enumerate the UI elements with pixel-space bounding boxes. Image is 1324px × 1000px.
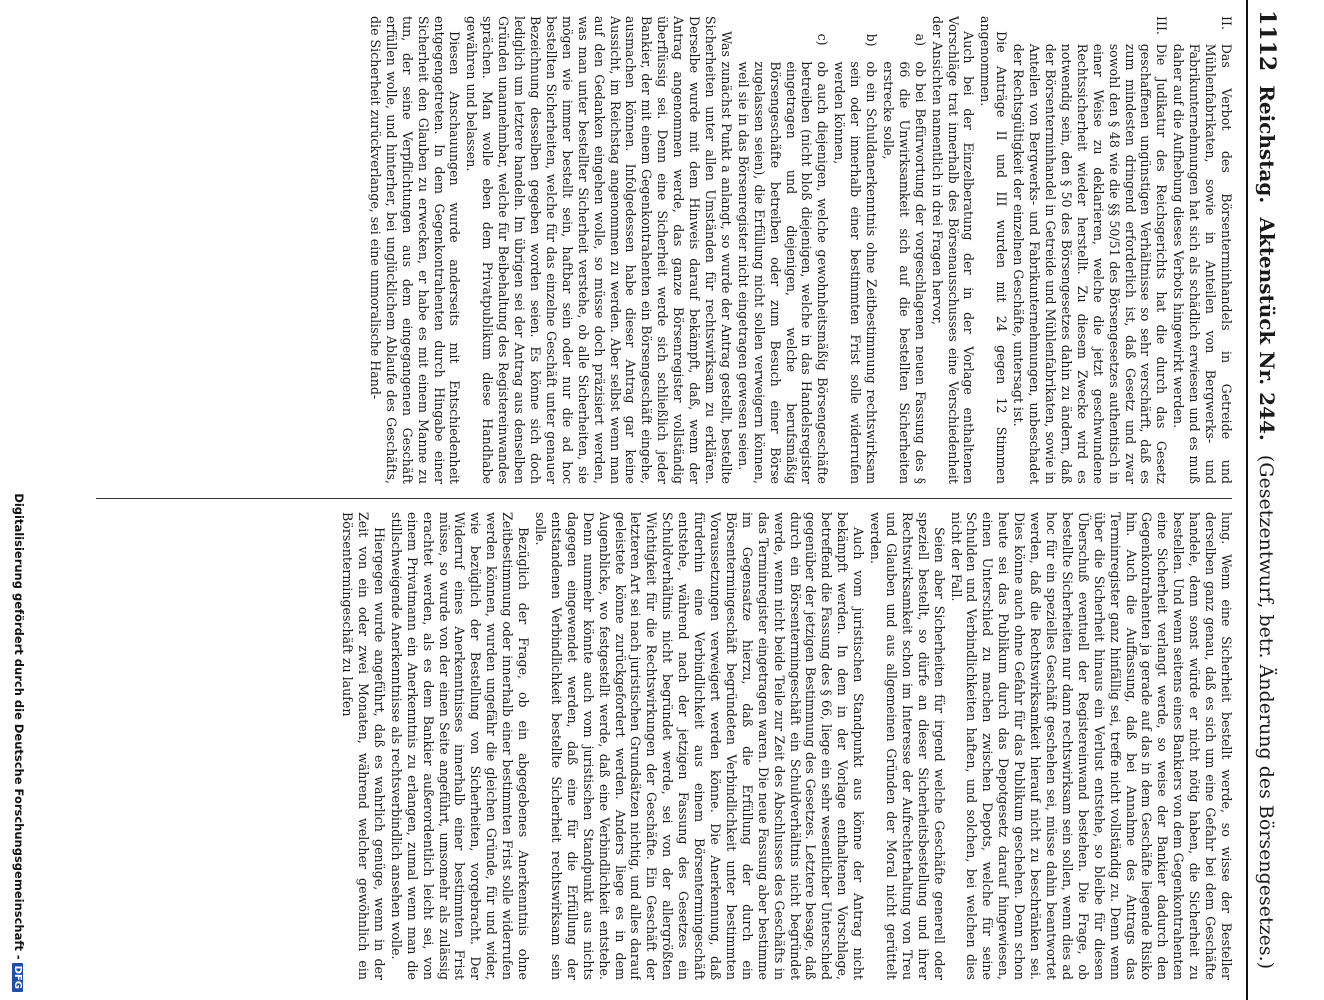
paragraph-text: Auch bei der Einzelberatung der in der Vorlage enthaltenen Vorschläge trat innerhalb des Börsenausschusses eine Verschiedenheit der Ansichten namentlich in drei Fragen hervor, <box>929 16 977 484</box>
running-header <box>1246 0 1280 1000</box>
text-column-left <box>94 16 1234 484</box>
header-doc-number: Aktenstück Nr. 244. <box>1255 217 1279 441</box>
paragraph <box>948 512 1234 980</box>
paragraph <box>929 16 977 484</box>
column-divider <box>96 498 1232 499</box>
paragraph <box>339 512 387 980</box>
paragraph-text: Seien aber Sicherheiten für irgend welche Geschäfte generell oder speziell bestellt, so dürfe an dieser Sicherheitsbestellung und ihrer Rechtswirksamkeit schon im Interesse der Aufrechterhaltung von Treu und Glauben und aus allgemeinen Gründen der Moral nicht gerüttelt werden. <box>868 512 947 980</box>
paragraph-text: Das Verbot des Börsenterminhandels in Getreide und Mühlenfabrikaten, sowie in Anteilen von Bergwerks- und Fabrikunternehmungen hat sich als schädlich erwiesen und es muß daher auf die Aufhebung dieses Verbots hingewirkt werden. <box>1171 43 1234 484</box>
lettered-paragraph <box>880 16 928 484</box>
page-number: 1112 <box>1254 10 1280 72</box>
paragraph-text: lung. Wenn eine Sicherheit bestellt werde, so wisse der Besteller derselben ganz genau, daß es sich um eine Gefahr bei dem Geschäfte handele, denn sonst würde er nicht nötig haben, die Sicherheit zu bestellen. Und wenn seitens eines Bankiers von dem Gegenkontrahenten eine Sicherheit verlangt werde, so weise der Bankier dadurch den Gegenkontrahenten ja gerade auf das in dem Geschäfte liegende Risiko hin. Auch die Auffassung, daß bei Annahme des Antrags das Terminregister ganz hinfällig sei, treffe nicht vollständig zu. Denn wenn über die Sicherheit hinaus ein Verlust entstehe, so bleibe für diesen Überschuß eventuell der Registereinwand bestehen. Die Frage, ob bestellte Sicherheiten nur dann rechtswirksam sein sollen, wenn dies ad hoc für ein spezielles Geschäft geschehen sei, müsse dahin beantwortet werden, daß die Rechtswirksamkeit hierauf nicht zu beschränken sei. Dies könne auch ohne Gefahr für das Publikum geschehen. Denn schon heute sei das Publikum durch das Depotgesetz darauf hingewiesen, einen Unterschied zu machen zwischen Depots, welche für seine Schulden und Verbindlichkeiten haften, und solchen, bei welchen dies nicht der Fall. <box>948 512 1234 980</box>
paragraph-text: ob auch diejenigen, welche gewohnheitsmäßig Börsengeschäfte betreiben (nicht bloß diejenigen, welche in das Handelsregister eingetragen und diejenigen, welche berufsmäßig Börsengeschäfte betreiben oder zum Besuch einer Börse zugelassen seien), die Erfüllung nicht sollen verweigern können, weil sie in das Börsenregister nicht eingetragen gewesen seien. <box>735 61 831 484</box>
paragraph-text: ob ein Schuldanerkenntnis ohne Zeitbestimmung rechtswirksam sein oder innerhalb einer bestimmten Frist solle widerrufen werden können, <box>832 61 880 484</box>
header-subject: (Gesetzentwurf, betr. Änderung des Börsengesetzes.) <box>1255 454 1277 970</box>
numbered-paragraph <box>1010 16 1169 484</box>
paragraph-text: Die Anträge II und III wurden mit 24 gegen 12 Stimmen angenommen. <box>978 16 1010 484</box>
paragraph-text: Diesen Anschauungen wurde anderseits mit Entschiedenheit entgegengetreten. In dem Gegenkontrahenten durch Hingabe einer Sicherheit den Glauben zu erwecken, er habe es mit einem Manne zu tun, der seine Verpflichtungen aus dem eingegangenen Geschäft erfüllen wolle, und hinterher, bei unglücklichem Ablaufe des Geschäfts, die Sicherheit zurückverlange, sei eine unmoralische Hand- <box>367 16 463 484</box>
paragraph-label: b) <box>864 33 880 47</box>
text-column-right <box>94 512 1234 980</box>
paragraph-label: II. <box>1219 16 1234 30</box>
paragraph-text: Die Judikatur des Reichsgerichts hat die durch das Gesetz geschaffenen ungünstigen Verhältnisse so sehr verschärft, daß es zum mindesten dringend erforderlich ist, daß Gesetz und zwar sowohl den § 48 wie die §§ 50/51 des Börsengesetzes authentisch in einer Weise zu deklarieren, welche die jetzt geschwundene Rechtssicherheit wieder herstellt. Zu diesem Zwecke wird es notwendig sein, den § 50 des Börsengesetzes dahin zu ändern, daß der Börsenterminhandel in Getreide und Mühlenfabrikaten, sowie in Anteilen von Bergwerks- und Fabrikunternehmungen, unbeschadet der Rechtsgültigkeit der einzelnen Geschäfte, untersagt ist. <box>1011 43 1170 484</box>
paragraph-text: Was zunächst Punkt a anlangt, so wurde der Antrag gestellt, bestellte Sicherheiten unter allen Umständen für rechtswirksam zu erklären. Derselbe wurde mit dem Hinweis darauf bekämpft, daß, wenn der Antrag angenommen werde, das ganze Börsenregister vollständig überflüssig sei. Denn eine Sicherheit werde sich schließlich jeder Bankier, der mit einem Gegenkontrahenten ein Börsengeschäft eingehe, ausmachen können. Infolgedessen habe dieser Antrag gar keine Aussicht, im Reichstag angenommen zu werden. Aber selbst wenn man auf den Gedanken eingehen wolle, so müsse doch präzisiert werden, was man unter bestellter Sicherheit verstehe, ob alle Sicherheiten, sie mögen wie immer bestellt sein, haftbar sein oder nur die ad hoc bestellten Sicherheiten, welche für das einzelne Geschäft unter genauer Bezeichnung desselben gegeben worden seien. Es könne sich doch lediglich um letztere handeln. Im übrigen sei der Antrag aus denselben Gründen unannehmbar, welche für Beibehaltung des Registereinwandes sprächen. Man wolle eben dem Privatpublikum diese Handhabe gewähren und belassen. <box>464 16 734 484</box>
paragraph <box>867 512 947 980</box>
dfg-logo: DFG <box>12 963 23 992</box>
paragraph-text: ob bei Befürwortung der vorgeschlagenen neuen Fassung des § 66 die Unwirksamkeit sich auf die bestellten Sicherheiten erstrecke solle, <box>880 61 928 484</box>
paragraph-label: III. <box>1154 16 1170 35</box>
numbered-paragraph <box>1170 16 1234 484</box>
paragraph-label: a) <box>912 33 928 47</box>
digitization-credit <box>2 0 26 1000</box>
paragraph <box>388 512 531 980</box>
lettered-paragraph <box>735 16 830 484</box>
paragraph <box>978 16 1010 484</box>
header-source: Reichstag. <box>1255 85 1279 204</box>
paragraph-text: Bezüglich der Frage, ob ein abgegebenes Anerkenntnis ohne Zeitbestimmung oder innerhalb einer bestimmten Frist solle widerrufen werden können, wurden ungefähr die gleichen Gründe, für und wider, wie bezüglich der Bestellung von Sicherheiten, vorgebracht. Der Widerruf eines Anerkenntnisses innerhalb einer bestimmten Frist müsse, so wurde von der einen Seite angeführt, umsomehr als zulässig erachtet werden, als es dem Bankier außerordentlich leicht sei, von einem Privatmann ein Anerkenntnis zu erlangen, zumal wenn man die stillschweigende Anerkenntnisse als rechtsverbindlich ansehen wolle. <box>388 512 532 980</box>
lettered-paragraph <box>831 16 879 484</box>
credit-text: Digitalisierung gefördert durch die Deutsche Forschungsgemeinschaft - <box>12 493 26 960</box>
paragraph-label: c) <box>815 33 831 46</box>
paragraph-text: Hiergegen wurde angeführt, daß es wahrlich genüge, wenn in der Zeit von ein oder zwei Monaten, während welcher gewöhnlich ein Börsentermingeschäft zu laufen <box>340 512 387 980</box>
paragraph <box>532 512 866 980</box>
paragraph <box>464 16 734 484</box>
paragraph-text: Auch vom juristischen Standpunkt aus könne der Antrag nicht bekämpft werden. In dem in der Vorlage enthaltenen Vorschlage, betreffend die Fassung des § 66, liege ein sehr wesentlicher Unterschied gegenüber der jetzigen Bestimmung des Gesetzes. Letztere besage, daß durch ein Börsentermingeschäft ein Schuldverhältnis nicht begründet werde, wenn nicht beide Teile zur Zeit des Abschlusses des Geschäfts in das Terminregister eingetragen waren. Die neue Fassung aber bestimme im Gegensatze hierzu, daß die Erfüllung der durch ein Börsentermingeschäft begründeten Verbindlichkeit unter bestimmten Voraussetzungen verweigert werden könne. Die Anerkennung, daß fürderhin eine Verbindlichkeit aus einem Börsentermingeschäft entstehe, während nach der jetzigen Fassung des Gesetzes ein Schuldverhältnis nicht begründet werde, sei von der allergrößten Wichtigkeit für die Rechtswirkungen der Geschäfte. Ein Geschäft der letzteren Art sei nach juristischen Grundsätzen nichtig, und alles darauf geleistete könne zurückgefordert werden. Anders liege es in dem Augenblicke, wo festgestellt werde, daß eine Verbindlichkeit entstehe. Denn nunmehr könnte auch vom juristischen Standpunkt aus nichts dagegen eingewendet werden, daß eine für die Erfüllung der entstandenen Verbindlichkeit bestellte Sicherheit rechtswirksam sein solle. <box>533 512 867 980</box>
paragraph <box>367 16 462 484</box>
